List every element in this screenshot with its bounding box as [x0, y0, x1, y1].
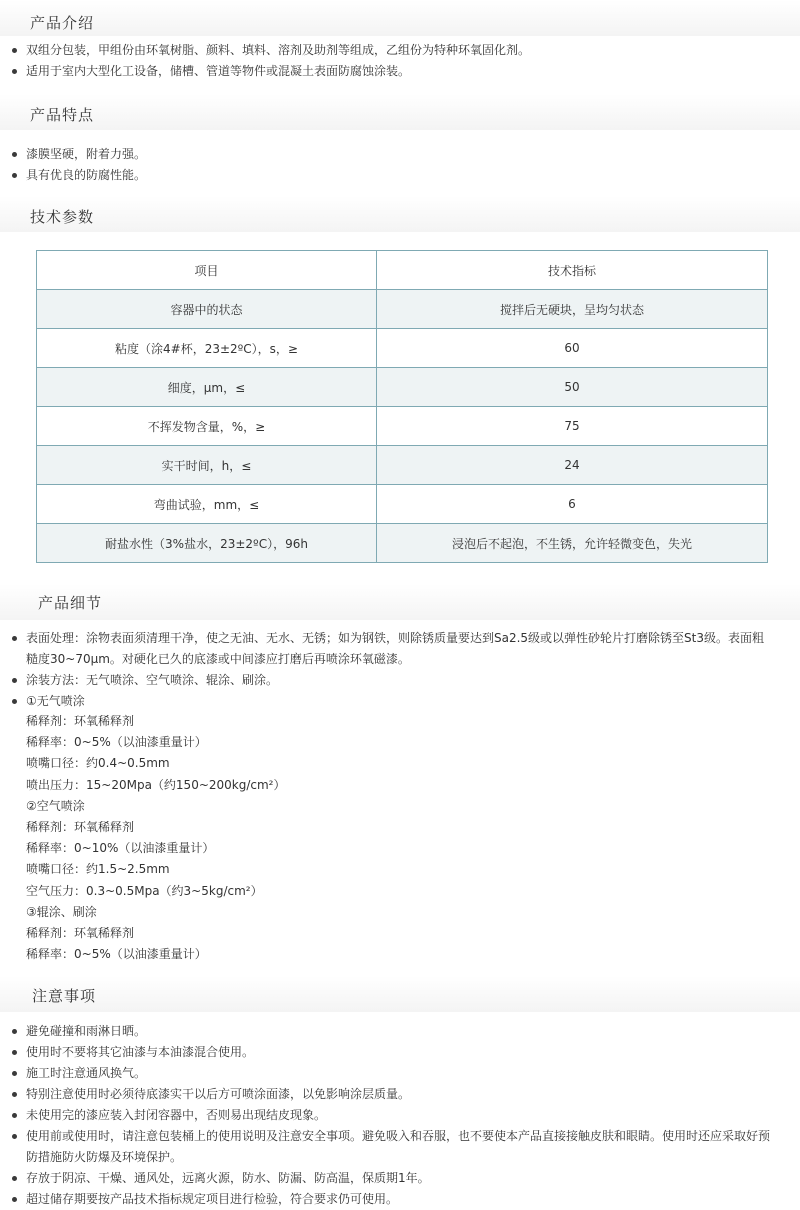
table-cell-spec: 50 [377, 368, 768, 407]
table-cell-item: 细度，μm，≤ [37, 368, 377, 407]
list-item: 使用前或使用时，请注意包装桶上的使用说明及注意安全事项。避免吸入和吞服，也不要使本产品直接接触皮肤和眼睛。使用时还应采取好预防措施防火防爆及环境保护。 [10, 1126, 770, 1168]
detail-line: 喷嘴口径：约1.5~2.5mm [26, 862, 170, 877]
table-row [37, 368, 768, 407]
table-row [37, 524, 768, 563]
table-row [37, 446, 768, 485]
list-item: 避免碰撞和雨淋日晒。 [10, 1021, 770, 1042]
notes-section-title: 注意事项 [32, 987, 97, 1005]
list-item: 超过储存期要按产品技术指标规定项目进行检验，符合要求仍可使用。 [10, 1189, 770, 1210]
list-item: 施工时注意通风换气。 [10, 1063, 770, 1084]
list-item: 未使用完的漆应装入封闭容器中，否则易出现结皮现象。 [10, 1105, 770, 1126]
list-item: 特别注意使用时必须待底漆实干以后方可喷涂面漆，以免影响涂层质量。 [10, 1084, 770, 1105]
detail-line: ③辊涂、刷涂 [26, 904, 97, 919]
features-list [10, 144, 770, 186]
details-list [10, 628, 770, 712]
detail-line: 空气压力：0.3~0.5Mpa（约3~5kg/cm²） [26, 883, 263, 898]
detail-line: 喷出压力：15~20Mpa（约150~200kg/cm²） [26, 777, 286, 792]
detail-line: 稀释剂：环氧稀释剂 [26, 820, 135, 835]
list-item: ①无气喷涂 [10, 691, 770, 712]
detail-line: ②空气喷涂 [26, 798, 85, 813]
intro-list [10, 40, 770, 82]
table-cell-item: 弯曲试验，mm，≤ [37, 485, 377, 524]
detail-line: 稀释剂：环氧稀释剂 [26, 926, 135, 941]
details-parameter-lines [26, 711, 286, 965]
detail-line: 稀释剂：环氧稀释剂 [26, 714, 135, 728]
notes-list [10, 1021, 770, 1210]
table-cell-spec: 60 [377, 329, 768, 368]
detail-line: 稀释率：0~10%（以油漆重量计） [26, 841, 215, 856]
column-header-spec: 技术指标 [377, 251, 768, 290]
specs-header-band [0, 196, 800, 232]
table-cell-item: 不挥发物含量，%，≥ [37, 407, 377, 446]
list-item: 适用于室内大型化工设备，储槽、管道等物件或混凝土表面防腐蚀涂装。 [10, 61, 770, 82]
table-header-row [37, 251, 768, 290]
details-header-band [0, 584, 800, 620]
table-cell-spec: 24 [377, 446, 768, 485]
list-item: 表面处理：涂物表面须清理干净，使之无油、无水、无锈；如为钢铁，则除锈质量要达到Sa2.5级或以弹性砂轮片打磨除锈至St3级。表面粗糙度30~70μm。对硬化已久的底漆或中间漆应打磨后再喷涂环氧磁漆。 [10, 628, 770, 670]
detail-line: 喷嘴口径：约0.4~0.5mm [26, 756, 170, 771]
intro-header-band [0, 0, 800, 36]
specs-section-title: 技术参数 [30, 208, 95, 226]
list-item: 具有优良的防腐性能。 [10, 165, 770, 186]
table-cell-spec: 6 [377, 485, 768, 524]
table-row [37, 290, 768, 329]
list-item: 存放于阴凉、干燥、通风处，远离火源，防水、防漏、防高温，保质期1年。 [10, 1168, 770, 1189]
column-header-item: 项目 [37, 251, 377, 290]
list-item: 双组分包装，甲组份由环氧树脂、颜料、填料、溶剂及助剂等组成，乙组份为特种环氧固化剂。 [10, 40, 770, 61]
notes-header-band [0, 976, 800, 1012]
detail-line: 稀释率：0~5%（以油漆重量计） [26, 947, 207, 962]
table-cell-item: 粘度（涂4#杯，23±2ºC），s，≥ [37, 329, 377, 368]
table-cell-item: 实干时间，h，≤ [37, 446, 377, 485]
table-row [37, 407, 768, 446]
table-row [37, 329, 768, 368]
intro-section-title: 产品介绍 [30, 14, 95, 32]
table-row [37, 485, 768, 524]
table-cell-spec: 浸泡后不起泡，不生锈，允许轻微变色，失光 [377, 524, 768, 563]
features-section-title: 产品特点 [30, 106, 95, 124]
list-item: 涂装方法：无气喷涂、空气喷涂、辊涂、刷涂。 [10, 670, 770, 691]
list-item: 漆膜坚硬，附着力强。 [10, 144, 770, 165]
features-header-band [0, 94, 800, 130]
detail-line: 稀释率：0~5%（以油漆重量计） [26, 735, 207, 750]
table-cell-spec: 75 [377, 407, 768, 446]
table-cell-item: 耐盐水性（3%盐水，23±2ºC），96h [37, 524, 377, 563]
details-section-title: 产品细节 [38, 594, 103, 612]
table-cell-spec: 搅拌后无硬块，呈均匀状态 [377, 290, 768, 329]
list-item: 使用时不要将其它油漆与本油漆混合使用。 [10, 1042, 770, 1063]
spec-table [36, 250, 768, 563]
table-cell-item: 容器中的状态 [37, 290, 377, 329]
